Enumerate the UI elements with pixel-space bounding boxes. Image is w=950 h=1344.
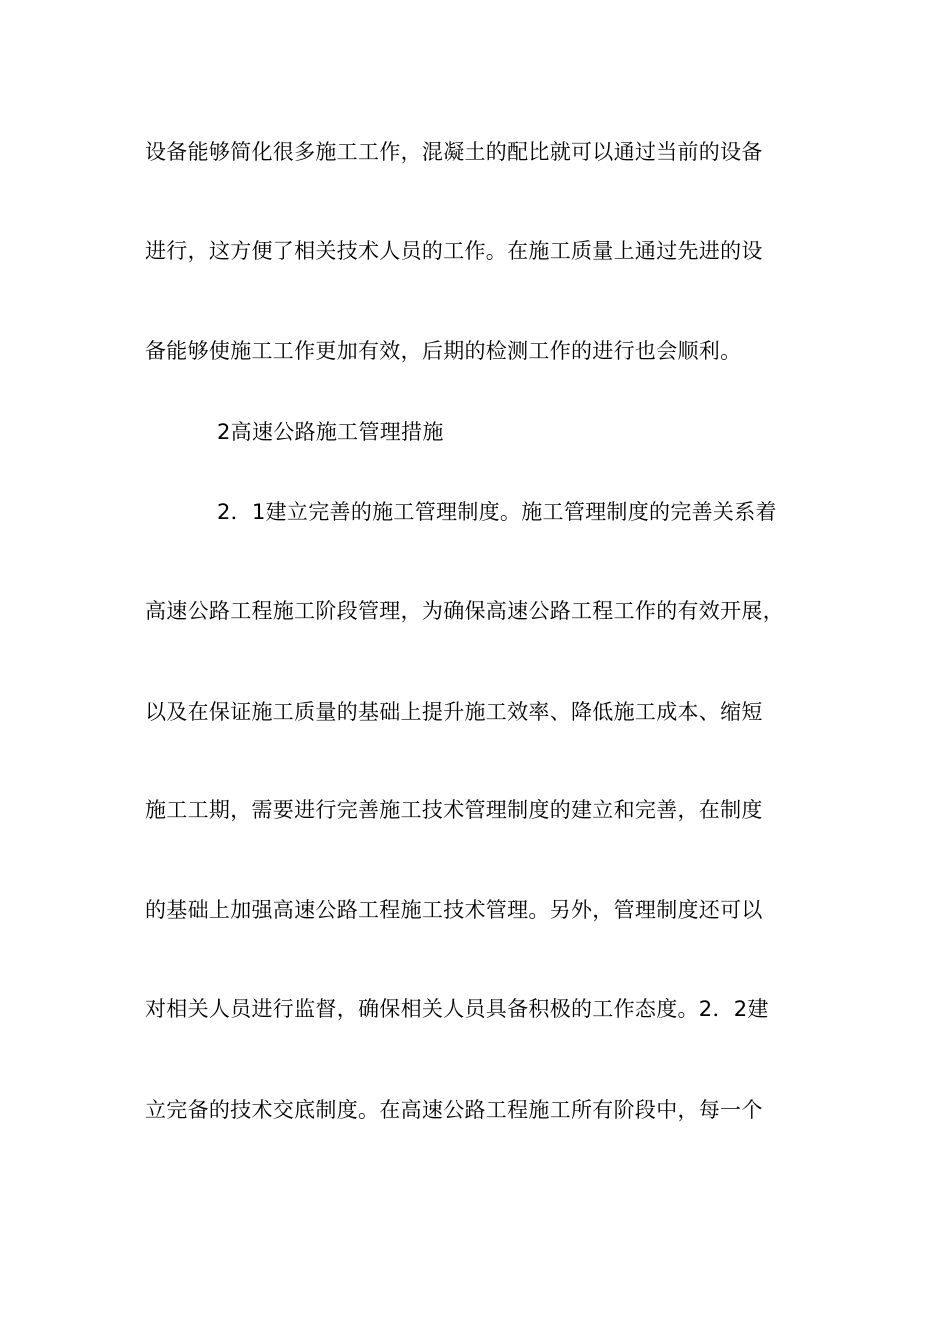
paragraph-line: 高速公路工程施工阶段管理，为确保高速公路工程工作的有效开展，	[145, 599, 784, 623]
paragraph-line: 以及在保证施工质量的基础上提升施工效率、降低施工成本、缩短	[145, 700, 763, 724]
paragraph-line: 备能够使施工工作更加有效，后期的检测工作的进行也会顺利。	[145, 339, 742, 363]
paragraph-line: 设备能够简化很多施工工作，混凝土的配比就可以通过当前的设备	[145, 140, 763, 164]
paragraph-line: 施工工期，需要进行完善施工技术管理制度的建立和完善，在制度	[145, 798, 763, 822]
paragraph-line: 2．1建立完善的施工管理制度。施工管理制度的完善关系着	[217, 500, 777, 524]
section-heading: 2高速公路施工管理措施	[217, 420, 444, 444]
paragraph-line: 对相关人员进行监督，确保相关人员具备积极的工作态度。2．2建	[145, 997, 769, 1021]
paragraph-line: 立完备的技术交底制度。在高速公路工程施工所有阶段中，每一个	[145, 1098, 763, 1122]
paragraph-line: 进行，这方便了相关技术人员的工作。在施工质量上通过先进的设	[145, 239, 763, 263]
paragraph-line: 的基础上加强高速公路工程施工技术管理。另外，管理制度还可以	[145, 898, 763, 922]
